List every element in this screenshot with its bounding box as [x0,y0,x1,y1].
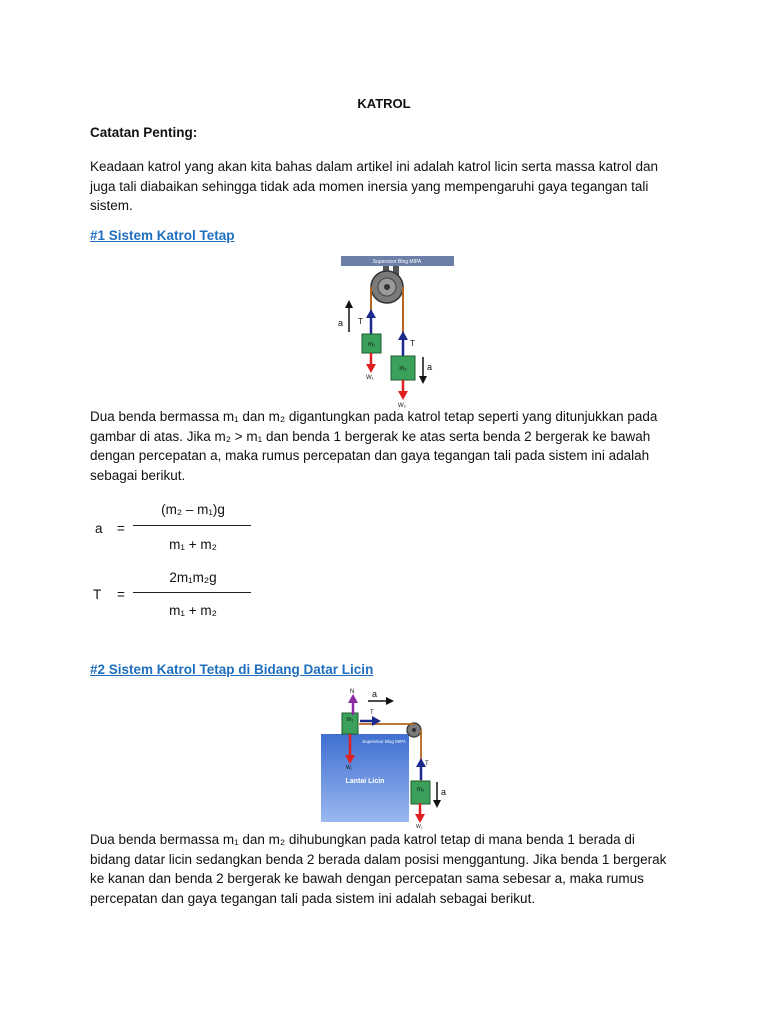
label-a-right: a [372,689,378,699]
label-w2: W₂ [398,403,406,409]
section1-link[interactable]: #1 Sistem Katrol Tetap [90,228,235,243]
label-a-up: a [338,318,344,328]
eq-a-numerator: (m₂ – m₁)g [161,502,225,517]
label-m2-hanging: m₂ [416,787,425,793]
tension-arrowhead-1 [366,309,376,318]
table-pulley-figure [318,687,463,829]
eq-T-numerator: 2m₁m₂g [169,570,217,585]
label-T1: T [358,317,363,326]
eq-a-lhs: a [95,521,103,536]
tension-arrowhead-2 [398,331,408,340]
accel-down-arrowhead [419,376,427,384]
normal-arrowhead [348,694,358,703]
document-title: KATROL [357,96,411,111]
label-T2: T [410,339,415,348]
label-w2-hanging: W₂ [416,824,423,829]
intro-paragraph [90,157,690,216]
accel-right-arrowhead [386,697,394,705]
eq-T-lhs: T [93,587,102,602]
label-w1: W₁ [366,375,374,381]
figure1-watermark: Supervisor Blog MIPA [372,259,422,265]
note-heading: Catatan Penting: [90,125,198,140]
section1-line: dengan percepatan a, maka rumus percepatan dan gaya tegangan tali pada sistem ini adalah [90,448,650,463]
pulley-axle [384,284,390,290]
label-T1-table: T [370,710,374,716]
label-m1-table: m₁ [346,717,354,723]
accel-down-arrowhead-2 [433,800,441,808]
accel-up-arrowhead [345,300,353,308]
floor-label: Lantai Licin [345,778,385,785]
weight-arrowhead-1 [366,364,376,373]
section2-link[interactable]: #2 Sistem Katrol Tetap di Bidang Datar Licin [90,662,374,677]
section1-line: Dua benda bermassa m₁ dan m₂ digantungkan pada katrol tetap seperti yang ditunjukkan pada [90,409,658,424]
label-w1-table: W₁ [346,765,353,771]
eq-T-equals: = [117,587,125,602]
label-a-down-2: a [441,787,447,797]
eq-a-fraction-bar [133,525,251,526]
section2-line: percepatan dan gaya tegangan tali pada sistem ini adalah sebagai berikut. [90,890,536,906]
section2-line: ke kanan dan benda 2 bergerak ke bawah dengan percepatan sama sebesar a, maka rumus [90,871,644,886]
eq-a-equals: = [117,521,125,536]
eq-T-fraction-bar [133,592,251,593]
intro-line: juga tali diabaikan sehingga tidak ada momen inersia yang mempengaruhi gaya tegangan tali [90,178,649,194]
weight-arrowhead-2 [398,391,408,400]
eq-T-denominator: m₁ + m₂ [169,603,217,618]
section2-line: bidang datar licin sedangkan benda 2 berada dalam posisi menggantung. Jika benda 1 bergerak [90,851,667,867]
intro-line: sistem. [90,198,133,213]
eq-a-denominator: m₁ + m₂ [169,537,217,552]
figure2-watermark: Supervisor Blog MIPA [362,739,406,744]
label-N: N [350,689,355,695]
section1-line: sebagai berikut. [90,467,186,483]
section1-line: gambar di atas. Jika m₂ > m₁ dan benda 1 bergerak ke atas serta benda 2 bergerak ke bawah [90,428,651,444]
section1-paragraph [90,407,690,485]
section2-paragraph [90,830,690,908]
intro-line: Keadaan katrol yang akan kita bahas dalam artikel ini adalah katrol licin serta massa katrol dan [90,159,659,174]
label-m1: m₁ [367,342,376,348]
label-a-down: a [427,362,433,372]
pulley-axle-2 [412,728,416,732]
section2-line: Dua benda bermassa m₁ dan m₂ dihubungkan pada katrol tetap di mana benda 1 berada di [90,832,635,847]
fixed-pulley-figure [335,254,460,410]
label-T2-table: T [425,761,429,767]
weight-arrowhead-m2 [415,814,425,823]
label-m2: m₂ [399,366,407,372]
